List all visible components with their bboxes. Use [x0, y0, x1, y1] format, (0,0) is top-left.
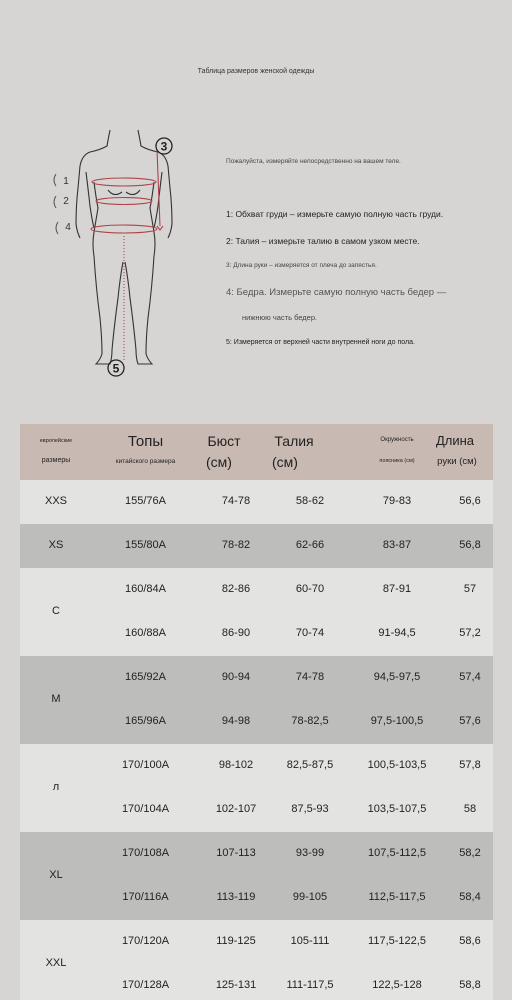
tops-cell: 160/88A — [125, 627, 166, 639]
size-cell: XL — [49, 869, 63, 881]
length-cell: 58,2 — [459, 847, 481, 859]
tops-cell: 170/120A — [121, 935, 170, 947]
size-cell: XXS — [44, 495, 67, 507]
waist-cell: 99-105 — [292, 891, 328, 903]
waist-cell: 58-62 — [295, 495, 325, 507]
length-cell: 56,6 — [459, 495, 481, 507]
waist-cell: 74-78 — [295, 671, 325, 683]
label-5: 5 — [112, 361, 120, 376]
label-4: 4 — [65, 222, 71, 233]
hips-cell: 83-87 — [382, 539, 412, 551]
header-hips-line2: поясника (см) — [379, 458, 415, 464]
size-group — [20, 656, 493, 744]
waist-cell: 93-99 — [295, 847, 325, 859]
table-header — [20, 424, 493, 480]
header-tops-line2: китайского размера — [115, 458, 176, 465]
waist-cell: 105-111 — [290, 935, 330, 947]
tops-cell: 165/92A — [125, 671, 166, 683]
bust-cell: 86-90 — [221, 627, 251, 639]
header-size-line1: европейские — [39, 438, 73, 444]
waist-cell: 70-74 — [295, 627, 325, 639]
label-2: 2 — [63, 196, 69, 207]
size-cell: л — [52, 781, 60, 793]
tops-cell: 170/100A — [121, 759, 170, 771]
bust-cell: 113-119 — [216, 891, 256, 903]
instruction-waist: 2: Талия – измерьте талию в самом узком месте. — [226, 236, 420, 246]
tops-cell: 170/108A — [121, 847, 170, 859]
instruction-intro: Пожалуйста, измеряйте непосредственно на вашем теле. — [226, 158, 401, 165]
length-cell: 58,6 — [459, 935, 481, 947]
bust-cell: 125-131 — [215, 979, 257, 991]
bust-cell: 102-107 — [215, 803, 257, 815]
waist-cell: 87,5-93 — [291, 803, 329, 815]
size-group — [20, 480, 493, 524]
length-cell: 58,4 — [459, 891, 481, 903]
header-size-line2: размеры — [41, 457, 71, 464]
size-group — [20, 920, 493, 1000]
header-bust-line1: Бюст — [207, 433, 241, 449]
length-cell: 57 — [463, 583, 477, 595]
instruction-bust: 1: Обхват груди – измерьте самую полную часть груди. — [226, 209, 444, 219]
hips-cell: 91-94,5 — [378, 627, 416, 639]
tops-cell: 170/104A — [121, 803, 170, 815]
bust-cell: 74-78 — [221, 495, 251, 507]
hips-cell: 103,5-107,5 — [367, 803, 427, 815]
size-group — [20, 568, 493, 656]
size-group — [20, 524, 493, 568]
instruction-arm-length: 3: Длина руки – измеряется от плеча до запястья. — [226, 262, 377, 269]
header-length-line1: Длина — [435, 433, 475, 448]
header-bust-line2: (см) — [206, 454, 232, 470]
size-group — [20, 744, 493, 832]
hips-cell: 100,5-103,5 — [367, 759, 427, 771]
tops-cell: 170/116A — [122, 891, 169, 903]
tops-cell: 165/96A — [125, 715, 166, 727]
length-cell: 57,6 — [459, 715, 481, 727]
waist-cell: 111-117,5 — [286, 979, 334, 991]
tops-cell: 155/76A — [125, 495, 166, 507]
hips-cell: 87-91 — [382, 583, 412, 595]
waist-cell: 60-70 — [295, 583, 325, 595]
length-cell: 58,8 — [459, 979, 481, 991]
bust-cell: 78-82 — [221, 539, 251, 551]
length-cell: 57,4 — [459, 671, 481, 683]
size-cell: XXL — [45, 957, 67, 969]
header-waist-line1: Талия — [274, 433, 314, 449]
hips-cell: 97,5-100,5 — [370, 715, 424, 727]
tops-cell: 170/128A — [121, 979, 170, 991]
header-length-line2: руки (см) — [437, 456, 477, 467]
page-title: Таблица размеров женской одежды — [197, 68, 315, 75]
waist-cell: 62-66 — [295, 539, 325, 551]
hips-cell: 79-83 — [382, 495, 412, 507]
instruction-hips: 4: Бедра. Измерьте самую полную часть бедер — — [226, 287, 447, 298]
instruction-hips-continued: нижнюю часть бедер. — [242, 313, 318, 322]
header-hips-line1: Окружность — [380, 437, 414, 443]
size-group — [20, 832, 493, 920]
waist-cell: 82,5-87,5 — [286, 759, 334, 771]
size-cell: М — [51, 693, 61, 705]
bust-cell: 98-102 — [218, 759, 254, 771]
bust-cell: 94-98 — [221, 715, 251, 727]
length-cell: 58 — [463, 803, 477, 815]
header-tops-line1: Топы — [127, 433, 164, 450]
label-3: 3 — [160, 139, 168, 154]
hips-cell: 94,5-97,5 — [373, 671, 421, 683]
hips-cell: 107,5-112,5 — [368, 847, 426, 859]
hips-cell: 112,5-117,5 — [368, 891, 426, 903]
bust-cell: 90-94 — [221, 671, 251, 683]
header-waist-line2: (см) — [272, 454, 298, 470]
label-1: 1 — [63, 176, 69, 187]
tops-cell: 155/80A — [125, 539, 166, 551]
bust-cell: 82-86 — [221, 583, 251, 595]
hips-cell: 117,5-122,5 — [368, 935, 426, 947]
bust-cell: 107-113 — [216, 847, 256, 859]
length-cell: 57,8 — [459, 759, 481, 771]
size-cell: С — [52, 605, 60, 617]
instruction-inseam: 5: Измеряется от верхней части внутренней ноги до пола. — [226, 339, 415, 346]
waist-cell: 78-82,5 — [291, 715, 329, 727]
length-cell: 56,8 — [459, 539, 481, 551]
body-measurement-figure — [50, 128, 190, 378]
tops-cell: 160/84A — [125, 583, 166, 595]
hips-cell: 122,5-128 — [372, 979, 422, 991]
size-cell: XS — [48, 539, 64, 551]
bust-cell: 119-125 — [216, 935, 256, 947]
length-cell: 57,2 — [459, 627, 481, 639]
